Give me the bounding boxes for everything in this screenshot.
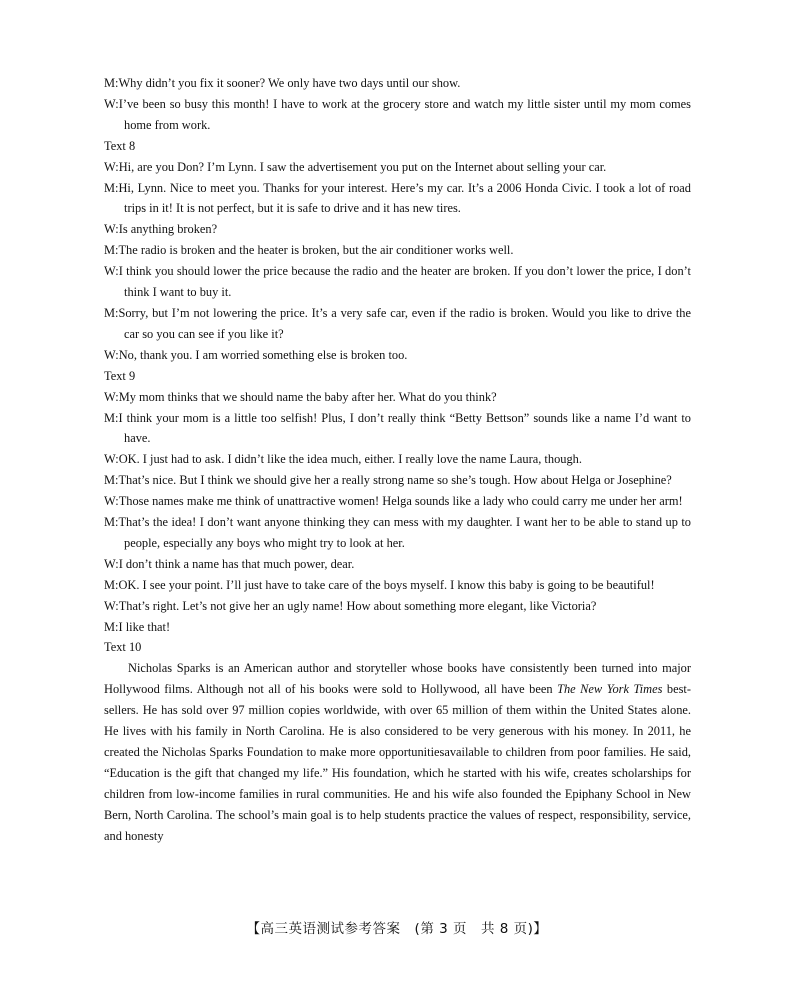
section-heading-text9: Text 9 (104, 368, 136, 383)
dialogue-turn (104, 178, 691, 220)
dialogue-turn (104, 345, 691, 366)
dialogue-turn (104, 94, 691, 136)
speaker-label: W: (104, 494, 119, 509)
turn-text: I think your mom is a little too selfish! Plus, I don’t really think “Betty Bettson” sounds like a name I’d want to have. (118, 410, 691, 446)
dialogue-turn (104, 554, 691, 575)
speaker-label: M: (104, 305, 119, 320)
dialogue-turn (104, 240, 691, 261)
speaker-label: W: (104, 222, 119, 237)
speaker-label: M: (104, 515, 119, 530)
section-heading-text8: Text 8 (104, 138, 136, 153)
speaker-label: M: (104, 619, 119, 634)
dialogue-turn (104, 596, 691, 617)
speaker-label: W: (104, 264, 119, 279)
book-title: The New York Times (557, 682, 663, 697)
speaker-label: M: (104, 410, 119, 425)
turn-text: That’s right. Let’s not give her an ugly name! How about something more elegant, like Victoria? (118, 598, 597, 613)
speaker-label: M: (104, 577, 119, 592)
turn-text: Those names make me think of unattractive women! Helga sounds like a lady who could carry me under her arm! (118, 494, 683, 509)
turn-text: I like that! (118, 619, 171, 634)
speaker-label: M: (104, 76, 119, 90)
speaker-label: M: (104, 473, 119, 488)
speaker-label: M: (104, 243, 119, 258)
dialogue-turn (104, 219, 691, 240)
speaker-label: W: (104, 452, 119, 467)
turn-text: That’s nice. But I think we should give her a really strong name so she’s tough. How about Helga or Josephine? (118, 473, 672, 488)
speaker-label: W: (104, 159, 119, 174)
dialogue-turn (104, 73, 691, 94)
turn-text: I think you should lower the price because the radio and the heater are broken. If you don’t lower the price, I don’t think I want to buy it. (118, 264, 691, 300)
document-body (104, 73, 691, 847)
turn-text: OK. I just had to ask. I didn’t like the idea much, either. I really love the name Laura, though. (118, 452, 582, 467)
speaker-label: W: (104, 96, 119, 111)
turn-text: Is anything broken? (118, 222, 218, 237)
monologue-paragraph (104, 658, 691, 847)
speaker-label: W: (104, 556, 119, 571)
turn-text: Why didn’t you fix it sooner? We only have two days until our show. (118, 76, 461, 90)
speaker-label: M: (104, 180, 119, 195)
dialogue-turn (104, 303, 691, 345)
paragraph-text-rest: best-sellers. He has sold over 97 million copies worldwide, with over 65 million of them within the United States alone. He lives with his family in North Carolina. He is also considered to be very generous with his money. In 2011, he created the Nicholas Sparks Foundation to make more opportunitiesavailable to children from poor families. He said, “Education is the gift that changed my life.” His foundation, which he started with his wife, creates scholarships for children from low-income families in rural communities. He and his wife also founded the Epiphany School in New Bern, North Carolina. The school’s main goal is to help students practice the values of respect, responsibility, service, and honesty (104, 682, 691, 844)
dialogue-turn (104, 512, 691, 554)
section-heading-text10: Text 10 (104, 640, 142, 655)
turn-text: That’s the idea! I don’t want anyone thinking they can mess with my daughter. I want her to be able to stand up to people, especially any boys who might try to look at her. (118, 515, 691, 550)
turn-text: No, thank you. I am worried something else is broken too. (118, 347, 408, 362)
dialogue-turn (104, 157, 691, 178)
speaker-label: W: (104, 389, 119, 404)
dialogue-turn (104, 261, 691, 303)
turn-text: The radio is broken and the heater is broken, but the air conditioner works well. (118, 243, 514, 258)
turn-text: My mom thinks that we should name the baby after her. What do you think? (118, 389, 497, 404)
turn-text: OK. I see your point. I’ll just have to take care of the boys myself. I know this baby is going to be beautiful! (118, 577, 655, 592)
turn-text: Sorry, but I’m not lowering the price. It’s a very safe car, even if the radio is broken. Would you like to drive the car so you can see if you like it? (118, 305, 691, 341)
dialogue-turn (104, 491, 691, 512)
dialogue-turn (104, 449, 691, 470)
page-footer: 【高三英语测试参考答案 (第 3 页 共 8 页)】 (246, 921, 548, 937)
dialogue-turn (104, 575, 691, 596)
dialogue-turn (104, 470, 691, 491)
speaker-label: W: (104, 598, 119, 613)
paragraph-text-start: Nicholas Sparks is an American author and storyteller whose books have consistently been turned into major Hollywood films. Although not all of his books were sold to Hollywood, all have been (104, 661, 691, 697)
turn-text: Hi, are you Don? I’m Lynn. I saw the advertisement you put on the Internet about selling your car. (118, 159, 607, 174)
turn-text: I’ve been so busy this month! I have to work at the grocery store and watch my little sister until my mom comes home from work. (118, 96, 691, 132)
dialogue-turn (104, 387, 691, 408)
speaker-label: W: (104, 347, 119, 362)
dialogue-turn (104, 617, 691, 638)
turn-text: Hi, Lynn. Nice to meet you. Thanks for your interest. Here’s my car. It’s a 2006 Honda Civic. I took a lot of road trips in it! It is not perfect, but it is safe to drive and it has new tires. (118, 180, 691, 216)
turn-text: I don’t think a name has that much power, dear. (118, 556, 355, 571)
dialogue-turn (104, 408, 691, 450)
